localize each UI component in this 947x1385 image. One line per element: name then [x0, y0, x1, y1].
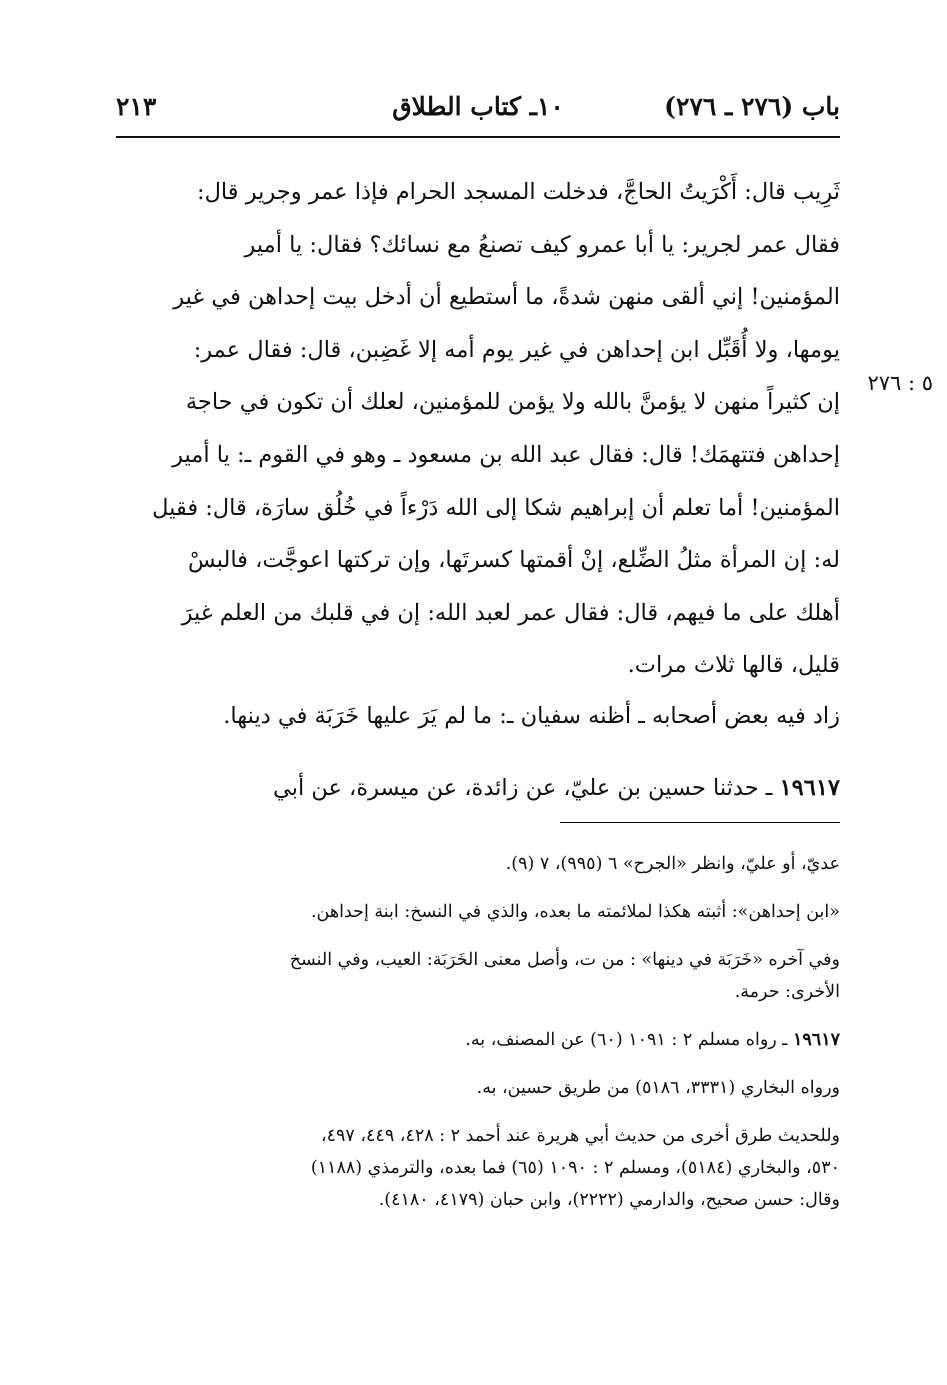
text-line: المؤمنين! إني ألقى منهن شدةً، ما أستطيع أن أدخل بيت إحداهن في غير: [173, 284, 840, 311]
main-text: [116, 166, 840, 692]
header-divider: [116, 136, 840, 138]
text-line: أهلك على ما فيهم، قال: فقال عمر لعبد الله: إن في قلبك من العلم غيرَ: [181, 599, 840, 626]
footnote-line: وفي آخره «خَرَبَة في دينها» : من ت، وأصل معنى الخَرَبَة: العيب، وفي النسخ: [289, 950, 840, 970]
chapter-range: باب (٢٧٦ ـ ٢٧٦): [664, 92, 840, 121]
footnotes: [116, 840, 840, 1216]
hadith-paragraph: [116, 770, 840, 806]
text-line: يومها، ولا أُقَبِّل ابن إحداهن في غير يوم أمه إلا غَضِبن، قال: فقال عمر:: [193, 336, 840, 363]
footnote-line: الأخرى: حرمة.: [734, 982, 840, 1002]
footnote-divider: [560, 822, 840, 823]
page-number: ٢١٣: [116, 92, 157, 121]
text-line: ثَرِيب قال: أَكْرَيتُ الحاجَّ، فدخلت المسجد الحرام فإذا عمر وجرير قال:: [197, 179, 840, 205]
footnote-line: ٥٣٠، والبخاري (٥١٨٤)، ومسلم ٢ : ١٠٩٠ (٦٥) فما بعده، والترمذي (١١٨٨): [310, 1158, 840, 1178]
footnote-line: وللحديث طرق أخرى من حديث أبي هريرة عند أحمد ٢ : ٤٢٨، ٤٤٩، ٤٩٧،: [320, 1126, 840, 1146]
text-line: المؤمنين! أما تعلم أن إبراهيم شكا إلى الله دَرْءاً في خُلُق سارَة، قال: فقيل: [152, 494, 840, 521]
hadith-text: ـ حدثنا حسين بن عليّ، عن زائدة، عن ميسرة، عن أبي: [272, 775, 780, 801]
footnote-line: ورواه البخاري (٣٣٣١، ٥١٨٦) من طريق حسين، به.: [476, 1078, 840, 1098]
text-line: فقال عمر لجرير: يا أبا عمرو كيف تصنعُ مع نسائك؟ فقال: يا أمير: [244, 231, 840, 258]
footnote-line: [116, 1024, 840, 1056]
text-line: قليل، قالها ثلاث مرات.: [627, 652, 840, 679]
text-line: له: إن المرأة مثلُ الضِّلع، إنْ أقمتها كسرتَها، وإن تركتها اعوجَّت، فالبسْ: [187, 547, 840, 574]
hadith-number: ١٩٦١٧: [779, 775, 840, 801]
page-header: [116, 92, 840, 132]
footnote-text: رواه مسلم ٢ : ١٠٩١ (٦٠) عن المصنف، به.: [465, 1030, 777, 1050]
text-line: إحداهن فتتهمَك! قال: فقال عبد الله بن مسعود ـ وهو في القوم ـ: يا أمير: [172, 441, 840, 468]
footnote-separator: ـ: [776, 1030, 793, 1050]
margin-reference: ٥ : ٢٧٦: [867, 371, 933, 395]
text-line: إن كثيراً منهن لا يؤمنَّ بالله ولا يؤمن للمؤمنين، لعلك أن تكون في حاجة: [185, 389, 840, 416]
footnote-line: عديّ، أو عليّ، وانظر «الجرح» ٦ (٩٩٥)، ٧ (٩).: [505, 854, 840, 874]
book-title: ١٠ـ كتاب الطلاق: [392, 92, 564, 121]
footnote-hadith-number: ١٩٦١٧: [793, 1030, 840, 1050]
footnote-line: وقال: حسن صحيح، والدارمي (٢٢٢٢)، وابن حبان (٤١٧٩، ٤١٨٠).: [378, 1190, 840, 1210]
addendum-paragraph: زاد فيه بعض أصحابه ـ أظنه سفيان ـ: ما لم يَرَ عليها خَرَبَة في دينها.: [223, 703, 840, 729]
footnote-line: «ابن إحداهن»: أثبته هكذا لملائمته ما بعده، والذي في النسخ: ابنة إحداهن.: [310, 902, 840, 922]
